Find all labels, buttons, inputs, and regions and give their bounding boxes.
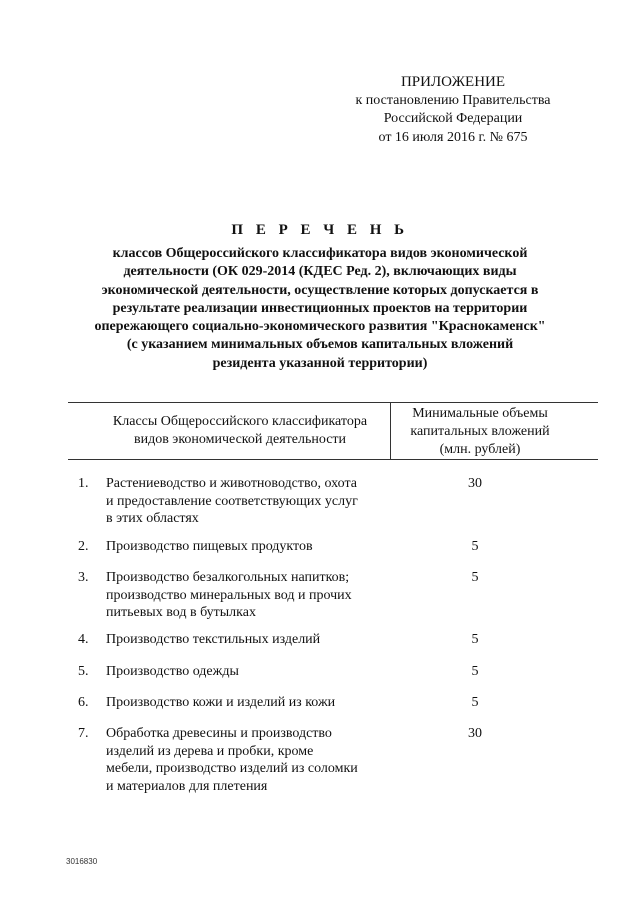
row-text xyxy=(106,725,396,795)
header-amount-line: Минимальные объемы xyxy=(412,406,548,421)
row-number: 2. xyxy=(78,539,89,554)
header-amount-line: (млн. рублей) xyxy=(439,442,521,457)
table-header-amount xyxy=(395,405,565,459)
appendix-line-2: Российской Федерации xyxy=(383,111,523,126)
row-text-line: Растениеводство и животноводство, охота xyxy=(106,476,357,491)
document-title: П Е Р Е Ч Е Н Ь xyxy=(231,222,409,238)
row-text-line: производство минеральных вод и прочих xyxy=(106,587,352,603)
row-value: 5 xyxy=(471,664,479,679)
row-text-line: Обработка древесины и производство xyxy=(106,726,332,741)
row-text-line: мебели, производство изделий из соломки xyxy=(106,761,358,776)
row-text xyxy=(106,569,396,622)
appendix-title: ПРИЛОЖЕНИЕ xyxy=(400,74,506,90)
row-number: 7. xyxy=(78,726,89,741)
document-subtitle xyxy=(60,245,580,373)
row-text-line: Производство кожи и изделий из кожи xyxy=(106,695,336,710)
header-classes-line: Классы Общероссийского классификатора xyxy=(112,414,368,429)
subtitle-line: классов Общероссийского классификатора видов экономической xyxy=(112,246,528,261)
row-text xyxy=(106,475,396,528)
row-text xyxy=(106,663,396,681)
row-text-line: Производство пищевых продуктов xyxy=(106,539,313,554)
row-text xyxy=(106,538,396,556)
row-text-line: питьевых вод в бутылках xyxy=(106,605,256,620)
subtitle-line: результате реализации инвестиционных проектов на территории xyxy=(112,300,528,316)
subtitle-line: экономической деятельности, осуществление которых допускается в xyxy=(101,282,539,298)
row-value: 30 xyxy=(468,726,482,741)
table-column-divider xyxy=(390,402,391,459)
table-header-classes xyxy=(95,413,385,449)
row-value: 30 xyxy=(468,476,482,491)
row-text-line: Производство одежды xyxy=(106,664,239,679)
table-top-rule xyxy=(68,402,598,403)
subtitle-line: резидента указанной территории) xyxy=(212,355,428,371)
row-text-line: и предоставление соответствующих услуг xyxy=(106,493,358,509)
row-number: 1. xyxy=(78,476,89,491)
row-number: 5. xyxy=(78,664,89,679)
appendix-line-3: от 16 июля 2016 г. № 675 xyxy=(378,129,528,145)
row-text-line: Производство безалкогольных напитков; xyxy=(106,570,350,585)
row-number: 3. xyxy=(78,570,89,585)
subtitle-line: деятельности (ОК 029-2014 (КДЕС Ред. 2), включающих виды xyxy=(123,264,517,280)
row-text-line: изделий из дерева и пробки, кроме xyxy=(106,743,314,759)
row-text-line: и материалов для плетения xyxy=(106,778,268,794)
row-value: 5 xyxy=(471,695,479,710)
header-classes-line: видов экономической деятельности xyxy=(133,432,347,447)
table-header-bottom-rule xyxy=(68,459,598,460)
header-amount-line: капитальных вложений xyxy=(410,424,550,439)
appendix-line-1: к постановлению Правительства xyxy=(355,92,551,108)
row-text xyxy=(106,631,396,649)
row-value: 5 xyxy=(471,570,479,585)
row-value: 5 xyxy=(471,632,479,647)
footer-document-code: 3016830 xyxy=(66,857,98,866)
row-number: 6. xyxy=(78,695,89,710)
row-text-line: в этих областях xyxy=(106,511,199,526)
row-value: 5 xyxy=(471,539,479,554)
row-text xyxy=(106,694,396,712)
appendix-header xyxy=(318,73,588,147)
subtitle-line: опережающего социально-экономического развития "Краснокаменск" xyxy=(94,319,546,335)
subtitle-line: (с указанием минимальных объемов капитальных вложений xyxy=(126,337,514,353)
row-text-line: Производство текстильных изделий xyxy=(106,632,321,647)
row-number: 4. xyxy=(78,632,89,647)
